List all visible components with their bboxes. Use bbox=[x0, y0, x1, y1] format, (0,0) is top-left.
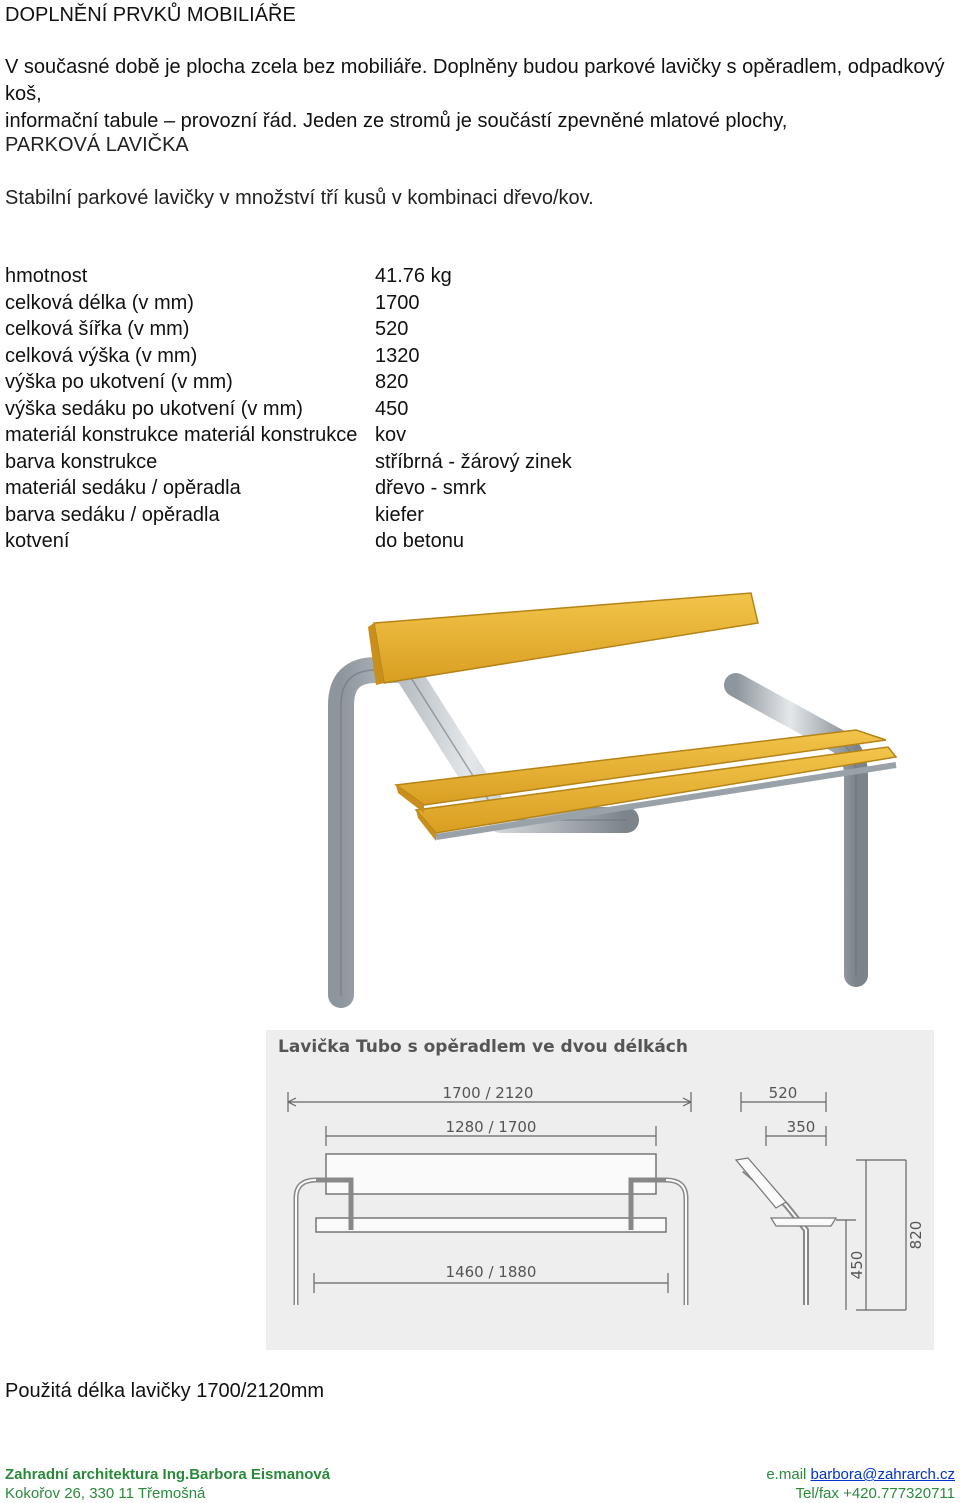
spec-label: celková šířka (v mm) bbox=[5, 318, 190, 340]
spec-value: 820 bbox=[375, 371, 409, 393]
email-link[interactable]: barbora@zahrarch.cz bbox=[810, 1466, 955, 1483]
spec-row bbox=[5, 316, 572, 343]
dim-bottom-label: 1460 / 1880 bbox=[445, 1263, 537, 1281]
spec-value: kov bbox=[375, 424, 407, 446]
spec-label: celková délka (v mm) bbox=[5, 291, 194, 314]
spec-label: výška po ukotvení (v mm) bbox=[5, 371, 233, 393]
spec-row bbox=[5, 475, 572, 502]
spec-row bbox=[5, 449, 572, 476]
spec-label: barva konstrukce bbox=[5, 450, 158, 473]
intro-paragraph bbox=[5, 54, 955, 135]
spec-value: kiefer bbox=[375, 503, 424, 526]
spec-row bbox=[5, 290, 572, 317]
technical-drawing bbox=[266, 1030, 934, 1350]
dim-seat-height-label: 450 bbox=[848, 1250, 866, 1280]
drawing-title: Lavička Tubo s opěradlem ve dvou délkách bbox=[278, 1037, 688, 1057]
spec-label: barva sedáku / opěradla bbox=[5, 503, 220, 526]
spec-value: do betonu bbox=[375, 530, 464, 552]
spec-value: stříbrná - žárový zinek bbox=[375, 450, 572, 473]
footer-email bbox=[766, 1465, 955, 1484]
page-title: DOPLNĚNÍ PRVKŮ MOBILIÁŘE bbox=[5, 4, 296, 26]
footer-company: Zahradní architektura Ing.Barbora Eismanová bbox=[5, 1466, 331, 1483]
section-description: Stabilní parkové lavičky v množství tří kusů v kombinaci dřevo/kov. bbox=[5, 187, 594, 209]
dim-inner-label: 1280 / 1700 bbox=[445, 1118, 537, 1136]
dim-total-label: 1700 / 2120 bbox=[442, 1084, 534, 1102]
spec-value: dřevo - smrk bbox=[375, 477, 487, 499]
spec-value: 520 bbox=[375, 318, 409, 340]
intro-line-2: informační tabule – provozní řád. Jeden ze stromů je součástí zpevněné mlatové plochy, bbox=[5, 110, 788, 132]
spec-row bbox=[5, 263, 572, 290]
page-footer bbox=[5, 1465, 955, 1503]
spec-label: hmotnost bbox=[5, 265, 88, 287]
spec-value: 1700 bbox=[375, 291, 420, 314]
dim-depth-label: 520 bbox=[768, 1084, 798, 1102]
spec-row bbox=[5, 343, 572, 370]
section-title: PARKOVÁ LAVIČKA bbox=[5, 134, 189, 156]
spec-row bbox=[5, 396, 572, 423]
spec-row bbox=[5, 528, 572, 555]
spec-row bbox=[5, 502, 572, 529]
bench-photo bbox=[296, 575, 916, 1020]
dim-depth-inner-label: 350 bbox=[786, 1118, 816, 1136]
spec-value: 41.76 kg bbox=[375, 265, 452, 287]
image-caption: Použitá délka lavičky 1700/2120mm bbox=[5, 1380, 325, 1402]
spec-label: materiál konstrukce materiál konstrukce bbox=[5, 424, 358, 446]
spec-row bbox=[5, 369, 572, 396]
footer-line-2 bbox=[5, 1484, 955, 1503]
footer-address: Kokořov 26, 330 11 Třemošná bbox=[5, 1485, 206, 1502]
drawing-svg bbox=[266, 1030, 934, 1350]
spec-label: celková výška (v mm) bbox=[5, 344, 198, 367]
footer-phone: Tel/fax +420.777320711 bbox=[795, 1485, 955, 1502]
intro-line-1: V současné době je plocha zcela bez mobiliáře. Doplněny budou parkové lavičky s opěradlem, odpadkový koš, bbox=[5, 56, 945, 105]
spec-value: 450 bbox=[375, 397, 409, 420]
spec-table bbox=[5, 263, 572, 555]
footer-email-label: e.mail bbox=[766, 1466, 811, 1483]
dim-height-label: 820 bbox=[907, 1220, 925, 1250]
spec-label: výška sedáku po ukotvení (v mm) bbox=[5, 397, 303, 420]
spec-label: materiál sedáku / opěradla bbox=[5, 477, 241, 499]
spec-row bbox=[5, 422, 572, 449]
spec-value: 1320 bbox=[375, 344, 420, 367]
spec-label: kotvení bbox=[5, 530, 70, 552]
footer-line-1 bbox=[5, 1465, 955, 1484]
